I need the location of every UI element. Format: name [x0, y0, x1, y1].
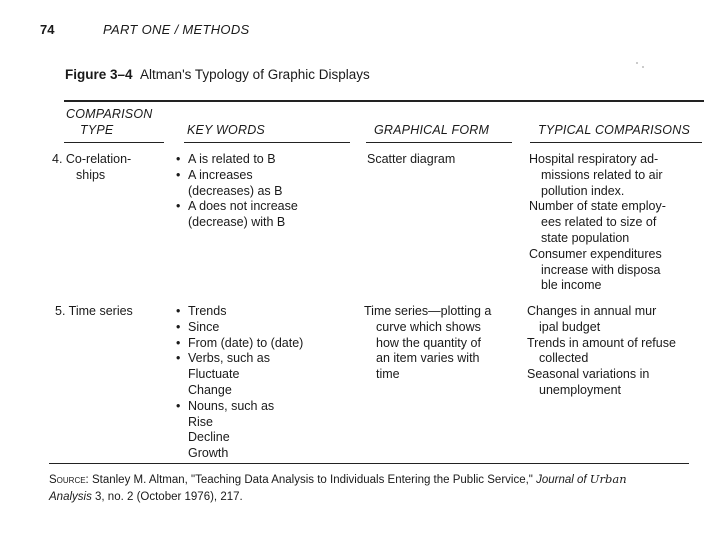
- keyword-item: • Trends: [176, 304, 303, 320]
- col-header-key-words: KEY WORDS: [187, 123, 265, 137]
- header-rule-col3: [366, 142, 512, 143]
- row5-keywords: [176, 304, 303, 462]
- top-rule: [64, 100, 704, 102]
- keyword-item: (decreases) as B: [188, 183, 283, 198]
- comparison-line: state population: [541, 230, 630, 245]
- comparison-line: Number of state employ-: [529, 199, 666, 214]
- source-volume: 3, no. 2 (October 1976), 217.: [91, 491, 243, 503]
- keyword-item: • A is related to B: [176, 152, 298, 168]
- source-label: Source:: [49, 474, 89, 486]
- col-header-line: COMPARISON: [66, 107, 153, 121]
- comparison-line: ble income: [541, 278, 602, 293]
- keyword-item: • A does not increase: [176, 199, 298, 215]
- col-header-line: TYPE: [80, 123, 114, 137]
- comparison-entry: [529, 199, 666, 246]
- comparison-line: Changes in annual mur: [527, 304, 657, 318]
- row-type-line: 5. Time series: [55, 304, 133, 318]
- handwritten-annotation: Urban: [589, 472, 627, 486]
- row-type-line: 4. Co-relation-: [52, 152, 132, 166]
- row4-keywords: [176, 152, 298, 231]
- keyword-item: • Verbs, such as: [176, 351, 303, 367]
- scan-speck: [636, 62, 638, 64]
- running-head: PART ONE / METHODS: [103, 22, 250, 37]
- journal-prefix: Journal of: [536, 474, 587, 486]
- keyword-item: Change: [188, 382, 232, 397]
- form-line: how the quantity of: [376, 335, 481, 350]
- form-line: curve which shows: [376, 319, 481, 334]
- source-note: [49, 471, 627, 506]
- comparison-line: Trends in amount of refuse: [527, 335, 676, 350]
- row4-type: [52, 152, 131, 184]
- row4-comparisons: [529, 152, 666, 294]
- comparison-line: unemployment: [539, 382, 621, 397]
- keyword-item: Growth: [188, 446, 229, 461]
- keyword-item: Rise: [188, 414, 214, 429]
- comparison-line: Seasonal variations in: [527, 367, 650, 382]
- form-line: an item varies with: [376, 351, 480, 366]
- row5-form: [364, 304, 491, 383]
- source-citation: Stanley M. Altman, "Teaching Data Analysis to Individuals Entering the Public Service,": [88, 474, 537, 486]
- comparison-entry: [527, 336, 676, 368]
- row4-form: [367, 152, 455, 168]
- col-header-graphical-form: GRAPHICAL FORM: [374, 123, 490, 137]
- keyword-item: • A increases: [176, 168, 298, 184]
- comparison-entry: [527, 304, 676, 336]
- form-line: Time series—plotting a: [364, 304, 492, 318]
- comparison-entry: [529, 247, 666, 294]
- comparison-line: Hospital respiratory ad-: [529, 152, 659, 166]
- comparison-line: collected: [539, 351, 589, 366]
- comparison-entry: [527, 367, 676, 399]
- bottom-rule: [49, 463, 689, 464]
- header-rule-col2: [184, 142, 350, 143]
- figure-title: Altman's Typology of Graphic Displays: [140, 67, 370, 82]
- keyword-item: (decrease) with B: [188, 215, 286, 230]
- comparison-line: missions related to air: [541, 167, 663, 182]
- col-header-typical-comparisons: TYPICAL COMPARISONS: [538, 123, 690, 137]
- scan-speck: [642, 66, 644, 68]
- comparison-line: ees related to size of: [541, 215, 657, 230]
- keyword-item: Decline: [188, 430, 230, 445]
- source-line-2: [49, 489, 627, 506]
- figure-label: Figure 3–4: [65, 67, 133, 82]
- keyword-item: • From (date) to (date): [176, 336, 303, 352]
- comparison-line: pollution index.: [541, 183, 625, 198]
- form-line: Scatter diagram: [367, 152, 456, 166]
- journal-name-end: Analysis: [49, 491, 92, 503]
- row5-type: [55, 304, 133, 320]
- form-line: time: [376, 367, 400, 382]
- figure-caption: [65, 67, 370, 82]
- keyword-item: • Nouns, such as: [176, 399, 303, 415]
- keyword-item: • Since: [176, 320, 303, 336]
- keyword-item: Fluctuate: [188, 367, 240, 382]
- comparison-entry: [529, 152, 666, 199]
- row-type-line: ships: [76, 167, 106, 182]
- page-number: 74: [40, 22, 55, 37]
- comparison-line: increase with disposa: [541, 262, 661, 277]
- row5-comparisons: [527, 304, 676, 399]
- header-rule-col1: [64, 142, 164, 143]
- comparison-line: ipal budget: [539, 319, 601, 334]
- source-line-1: [49, 471, 627, 489]
- header-rule-col4: [530, 142, 702, 143]
- col-header-comparison-type: [66, 106, 153, 138]
- comparison-line: Consumer expenditures: [529, 246, 662, 261]
